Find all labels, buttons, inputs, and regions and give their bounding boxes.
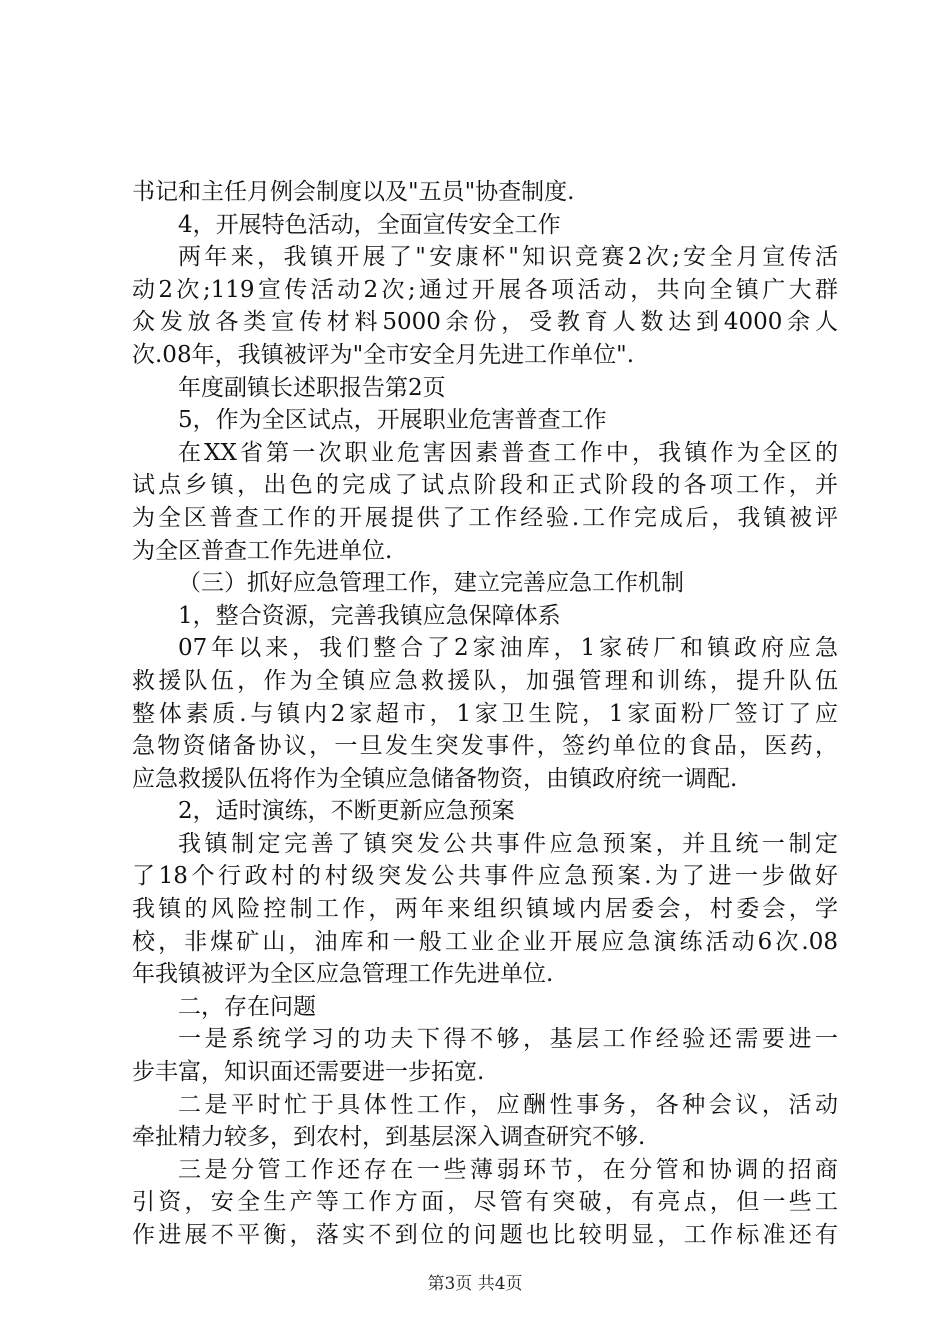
text-line: 一是系统学习的功夫下得不够，基层工作经验还需要进一 xyxy=(178,1026,838,1053)
text-line: 整体素质.与镇内2家超市，1家卫生院，1家面粉厂签订了应 xyxy=(132,700,838,727)
text-line: 在XX省第一次职业危害因素普查工作中，我镇作为全区的 xyxy=(178,439,838,466)
text-line: 次.08年，我镇被评为"全市安全月先进工作单位". xyxy=(132,341,635,368)
text-line: 步丰富，知识面还需要进一步拓宽. xyxy=(132,1059,485,1086)
text-line: 书记和主任月例会制度以及"五员"协查制度. xyxy=(132,179,575,205)
text-line: 我镇制定完善了镇突发公共事件应急预案，并且统一制定 xyxy=(178,830,838,857)
text-line: 引资，安全生产等工作方面，尽管有突破，有亮点，但一些工 xyxy=(132,1189,838,1216)
text-line: 二，存在问题 xyxy=(178,993,316,1020)
text-line: 试点乡镇，出色的完成了试点阶段和正式阶段的各项工作，并 xyxy=(132,472,838,499)
text-line: 我镇的风险控制工作，两年来组织镇域内居委会，村委会，学 xyxy=(132,896,838,923)
text-line: （三）抓好应急管理工作，建立完善应急工作机制 xyxy=(178,570,684,597)
text-line: 5，作为全区试点，开展职业危害普查工作 xyxy=(178,407,607,434)
text-line: 年度副镇长述职报告第2页 xyxy=(178,374,446,401)
text-line: 07年以来，我们整合了2家油库，1家砖厂和镇政府应急 xyxy=(178,635,838,662)
text-line: 众发放各类宣传材料5000余份，受教育人数达到4000余人 xyxy=(132,309,838,336)
document-body xyxy=(132,176,838,1252)
text-line: 作进展不平衡，落实不到位的问题也比较明显，工作标准还有 xyxy=(132,1222,838,1248)
text-line: 应急救援队伍将作为全镇应急储备物资，由镇政府统一调配. xyxy=(132,765,738,792)
text-line: 急物资储备协议，一旦发生突发事件，签约单位的食品，医药， xyxy=(132,733,838,760)
text-line: 4，开展特色活动，全面宣传安全工作 xyxy=(178,211,561,238)
text-line: 牵扯精力较多，到农村，到基层深入调查研究不够. xyxy=(132,1124,646,1151)
text-line: 两年来，我镇开展了"安康杯"知识竞赛2次;安全月宣传活 xyxy=(178,244,838,271)
text-line: 二是平时忙于具体性工作，应酬性事务，各种会议，活动 xyxy=(178,1091,838,1118)
text-line: 为全区普查工作的开展提供了工作经验.工作完成后，我镇被评 xyxy=(132,504,838,531)
text-line: 动2次;119宣传活动2次;通过开展各项活动，共向全镇广大群 xyxy=(132,276,838,303)
text-line: 救援队伍，作为全镇应急救援队，加强管理和训练，提升队伍 xyxy=(132,667,838,694)
text-line: 1，整合资源，完善我镇应急保障体系 xyxy=(178,602,561,629)
text-line: 校，非煤矿山，油库和一般工业企业开展应急演练活动6次.08 xyxy=(132,928,838,955)
text-line: 2，适时演练，不断更新应急预案 xyxy=(178,798,515,825)
text-line: 了18个行政村的村级突发公共事件应急预案.为了进一步做好 xyxy=(132,863,838,890)
page-footer: 第3页 共4页 xyxy=(427,1274,523,1294)
text-line: 三是分管工作还存在一些薄弱环节，在分管和协调的招商 xyxy=(178,1156,838,1183)
text-line: 为全区普查工作先进单位. xyxy=(132,537,393,564)
text-line: 年我镇被评为全区应急管理工作先进单位. xyxy=(132,961,554,988)
